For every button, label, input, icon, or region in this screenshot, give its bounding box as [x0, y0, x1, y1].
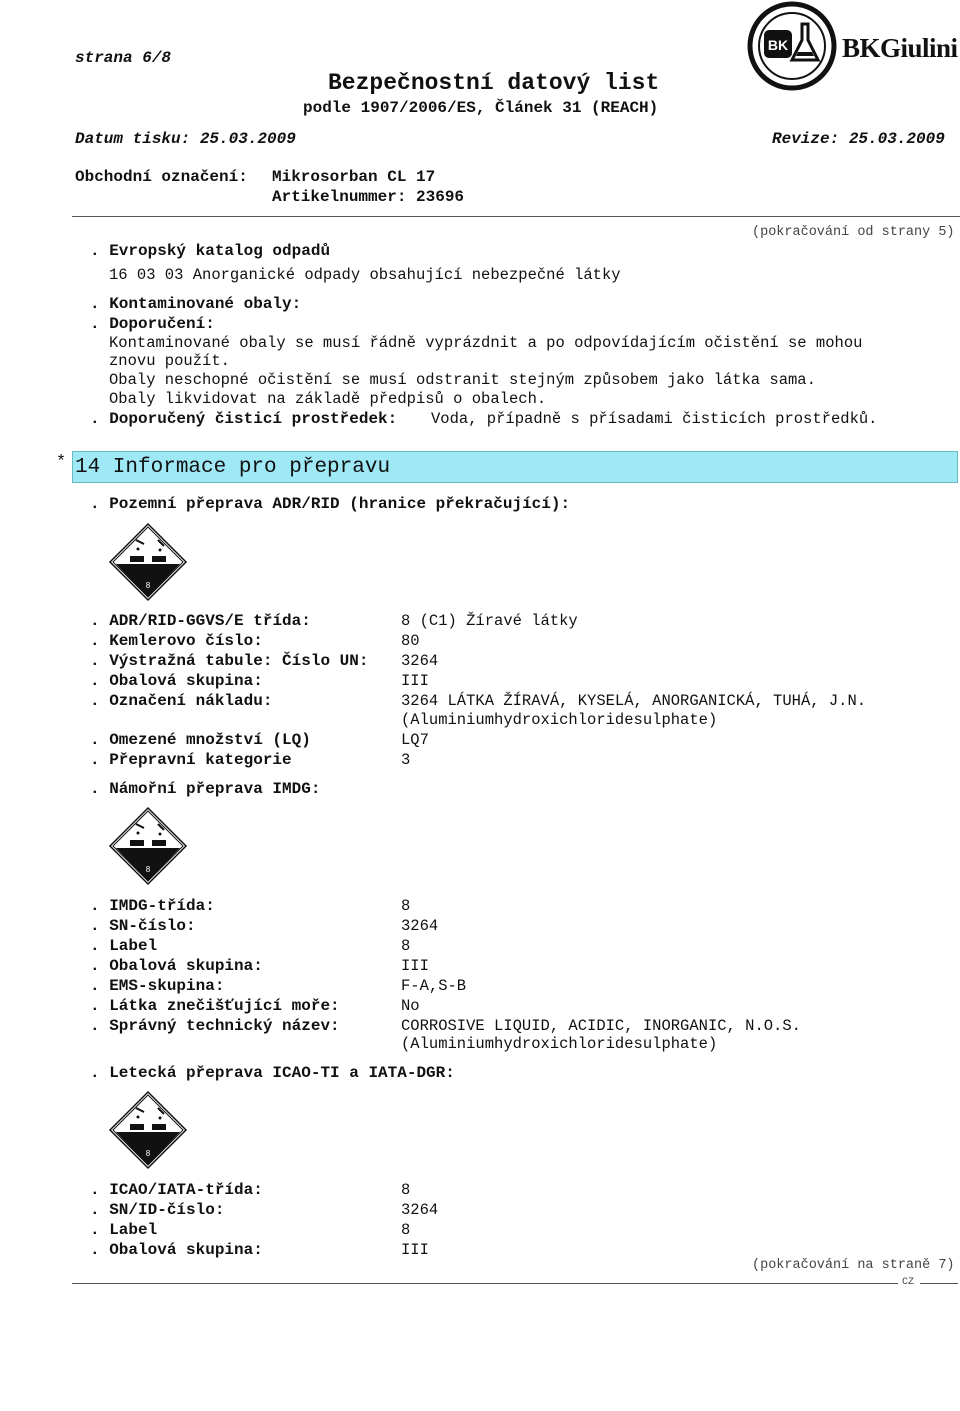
- field-value: 3264 LÁTKA ŽÍRAVÁ, KYSELÁ, ANORGANICKÁ, TUHÁ, J.N.: [401, 692, 867, 710]
- field-label: . Label: [90, 1221, 158, 1239]
- field-label: . Správný technický název:: [90, 1017, 340, 1035]
- field-value: 3: [401, 751, 411, 769]
- field-label: . Látka znečišťující moře:: [90, 997, 340, 1015]
- revision-date: Revize: 25.03.2009: [772, 130, 945, 148]
- print-date: Datum tisku: 25.03.2009: [75, 130, 296, 148]
- field-value: III: [401, 672, 429, 690]
- field-value: No: [401, 997, 420, 1015]
- field-label: . IMDG-třída:: [90, 897, 215, 915]
- field-value: 3264: [401, 652, 439, 670]
- field-value: 3264: [401, 917, 439, 935]
- pictogram-class-number: 8: [145, 1149, 151, 1158]
- field-label: . Label: [90, 937, 158, 955]
- corrosive-pictogram-icon: [108, 806, 188, 886]
- land-transport-label: . Pozemní přeprava ADR/RID (hranice překračující):: [90, 495, 571, 513]
- field-value: 8 (C1) Žíravé látky: [401, 612, 578, 630]
- svg-text:BK: BK: [767, 37, 789, 53]
- cleaning-agent-value: Voda, případně s přísadami čisticích prostředků.: [431, 410, 878, 428]
- footer-divider-right: [920, 1283, 958, 1284]
- section-14-banner: [72, 451, 958, 483]
- field-label: . ICAO/IATA-třída:: [90, 1181, 263, 1199]
- field-value: (Aluminiumhydroxichloridesulphate): [401, 1035, 718, 1053]
- field-label: . SN/ID-číslo:: [90, 1201, 225, 1219]
- field-label: . Kemlerovo číslo:: [90, 632, 263, 650]
- pictogram-class-number: 8: [145, 865, 151, 874]
- field-label: . Omezené množství (LQ): [90, 731, 311, 749]
- field-value: 8: [401, 1181, 411, 1199]
- document-title: Bezpečnostní datový list: [328, 70, 660, 96]
- field-value: LQ7: [401, 731, 429, 749]
- corrosive-pictogram-icon: [108, 1090, 188, 1170]
- company-logo: [746, 0, 960, 92]
- field-label: . Obalová skupina:: [90, 1241, 263, 1259]
- field-label: . Přepravní kategorie: [90, 751, 292, 769]
- document-subtitle: podle 1907/2006/ES, Článek 31 (REACH): [303, 99, 659, 117]
- country-code: CZ: [902, 1277, 915, 1288]
- field-value: III: [401, 1241, 429, 1259]
- revision-marker: *: [56, 453, 67, 472]
- field-value: 8: [401, 937, 411, 955]
- header-divider: [72, 216, 960, 217]
- field-value: CORROSIVE LIQUID, ACIDIC, INORGANIC, N.O.S.: [401, 1017, 801, 1035]
- recommendation-line: znovu použít.: [109, 352, 230, 370]
- field-value: 80: [401, 632, 420, 650]
- field-label: . Výstražná tabule: Číslo UN:: [90, 652, 369, 670]
- sea-transport-label: . Námořní přeprava IMDG:: [90, 780, 321, 798]
- air-transport-label: . Letecká přeprava ICAO-TI a IATA-DGR:: [90, 1064, 455, 1082]
- waste-catalog-value: 16 03 03 Anorganické odpady obsahující nebezpečné látky: [109, 266, 621, 284]
- field-label: . SN-číslo:: [90, 917, 196, 935]
- trade-name-label: Obchodní označení:: [75, 168, 248, 186]
- trade-name: Mikrosorban CL 17: [272, 168, 436, 186]
- continued-on: (pokračování na straně 7): [752, 1258, 955, 1273]
- field-label: . Obalová skupina:: [90, 957, 263, 975]
- article-number: Artikelnummer: 23696: [272, 188, 465, 206]
- cleaning-agent-label: . Doporučený čisticí prostředek:: [90, 410, 398, 428]
- field-label: . EMS-skupina:: [90, 977, 225, 995]
- recommendation-line: Obaly likvidovat na základě předpisů o obalech.: [109, 390, 547, 408]
- recommendation-line: Obaly neschopné očistění se musí odstranit stejným způsobem jako látka sama.: [109, 371, 816, 389]
- continued-from: (pokračování od strany 5): [752, 225, 955, 240]
- field-value: 3264: [401, 1201, 439, 1219]
- recommendation-line: Kontaminované obaly se musí řádně vyprázdnit a po odpovídajícím očistění se mohou: [109, 334, 863, 352]
- corrosive-pictogram-icon: [108, 522, 188, 602]
- contaminated-packaging-label: . Kontaminované obaly:: [90, 295, 302, 313]
- field-label: . ADR/RID-GGVS/E třída:: [90, 612, 311, 630]
- logo-text: BKGiulini: [842, 33, 958, 63]
- field-label: . Označení nákladu:: [90, 692, 273, 710]
- field-value: F-A,S-B: [401, 977, 467, 995]
- recommendation-label: . Doporučení:: [90, 315, 215, 333]
- field-value: III: [401, 957, 429, 975]
- section-14-heading: 14 Informace pro přepravu: [75, 456, 391, 479]
- field-label: . Obalová skupina:: [90, 672, 263, 690]
- footer-divider-left: [72, 1283, 898, 1284]
- field-value: (Aluminiumhydroxichloridesulphate): [401, 711, 718, 729]
- field-value: 8: [401, 897, 411, 915]
- field-value: 8: [401, 1221, 411, 1239]
- waste-catalog-label: . Evropský katalog odpadů: [90, 242, 331, 260]
- page-number: strana 6/8: [75, 49, 172, 67]
- pictogram-class-number: 8: [145, 581, 151, 590]
